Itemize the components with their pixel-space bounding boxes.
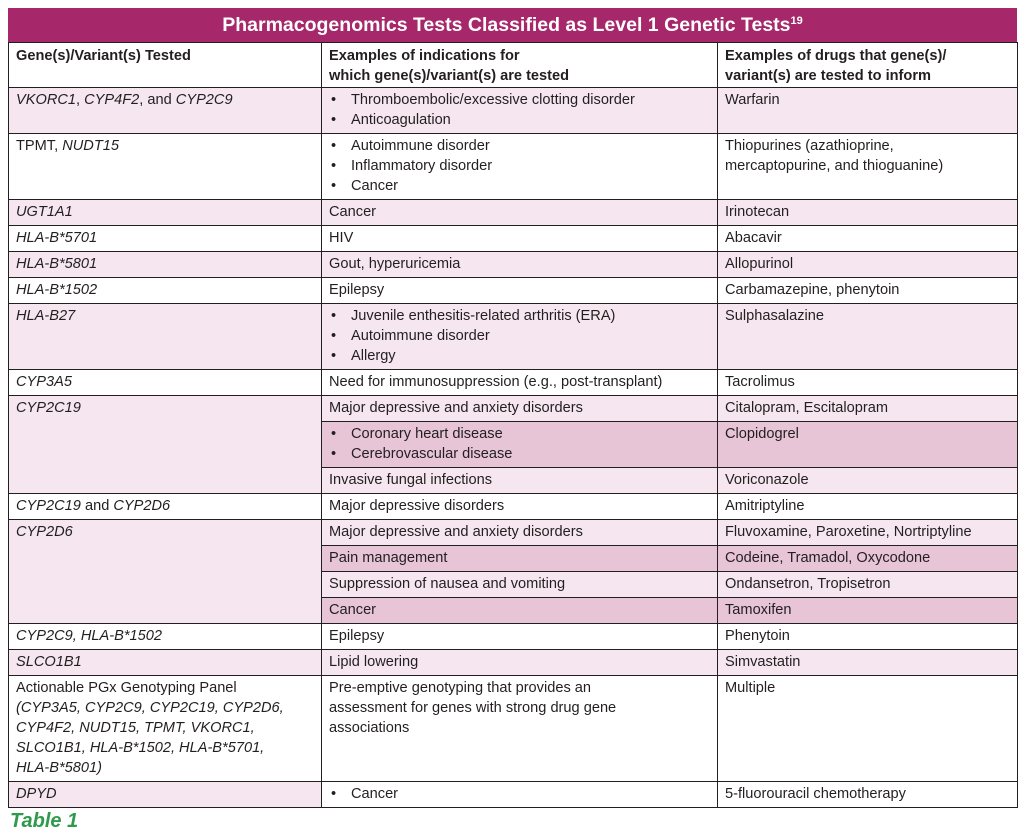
table-row	[9, 134, 1018, 200]
title-reference: 19	[790, 15, 803, 27]
indication-cell: Pain management	[322, 546, 718, 572]
list-item: • Cancer	[329, 784, 711, 804]
list-item: • Thromboembolic/excessive clotting disorder	[329, 90, 711, 110]
drug-cell: Allopurinol	[718, 252, 1018, 278]
drug-cell: Simvastatin	[718, 650, 1018, 676]
indication-cell	[322, 782, 718, 808]
indication-cell: Cancer	[322, 598, 718, 624]
drug-cell: Ondansetron, Tropisetron	[718, 572, 1018, 598]
indication-cell	[322, 134, 718, 200]
table-row	[9, 200, 1018, 226]
drug-cell: Warfarin	[718, 88, 1018, 134]
drug-cell: Citalopram, Escitalopram	[718, 396, 1018, 422]
header-row	[9, 43, 1018, 88]
indication-cell: Cancer	[322, 200, 718, 226]
table-title	[8, 8, 1017, 42]
list-item: • Cerebrovascular disease	[329, 444, 711, 464]
indication-cell: HIV	[322, 226, 718, 252]
table-row	[9, 782, 1018, 808]
gene-cell: HLA-B*5701	[9, 226, 322, 252]
drug-cell: Irinotecan	[718, 200, 1018, 226]
gene-cell: CYP2C19	[9, 396, 322, 494]
drug-cell: Amitriptyline	[718, 494, 1018, 520]
header-indications: Examples of indications for which gene(s)/variant(s) are tested	[322, 43, 718, 88]
indication-cell: Major depressive and anxiety disorders	[322, 520, 718, 546]
header-drugs: Examples of drugs that gene(s)/ variant(s) are tested to inform	[718, 43, 1018, 88]
list-item: • Allergy	[329, 346, 711, 366]
gene-cell: HLA-B*5801	[9, 252, 322, 278]
list-item: • Cancer	[329, 176, 711, 196]
table-row	[9, 304, 1018, 370]
table-figure	[8, 8, 1017, 833]
indication-cell	[322, 422, 718, 468]
drug-cell: Tamoxifen	[718, 598, 1018, 624]
indication-cell: Suppression of nausea and vomiting	[322, 572, 718, 598]
indication-cell	[322, 304, 718, 370]
indication-cell: Lipid lowering	[322, 650, 718, 676]
drug-cell: Clopidogrel	[718, 422, 1018, 468]
indication-cell: Major depressive and anxiety disorders	[322, 396, 718, 422]
indication-cell: Need for immunosuppression (e.g., post-transplant)	[322, 370, 718, 396]
gene-cell: CYP2C19 and CYP2D6	[9, 494, 322, 520]
header-gene: Gene(s)/Variant(s) Tested	[9, 43, 322, 88]
drug-cell: Multiple	[718, 676, 1018, 782]
table-row	[9, 370, 1018, 396]
table-title-text: Pharmacogenomics Tests Classified as Level 1 Genetic Tests	[222, 14, 791, 36]
table-row	[9, 278, 1018, 304]
list-item: • Anticoagulation	[329, 110, 711, 130]
drug-cell: Voriconazole	[718, 468, 1018, 494]
indication-cell	[322, 88, 718, 134]
table-row	[9, 520, 1018, 546]
table-row	[9, 88, 1018, 134]
table-row	[9, 252, 1018, 278]
gene-cell: CYP2C9, HLA-B*1502	[9, 624, 322, 650]
drug-cell: Tacrolimus	[718, 370, 1018, 396]
indication-cell: Invasive fungal infections	[322, 468, 718, 494]
drug-cell: Abacavir	[718, 226, 1018, 252]
indication-cell: Major depressive disorders	[322, 494, 718, 520]
list-item: • Autoimmune disorder	[329, 136, 711, 156]
list-item: • Juvenile enthesitis-related arthritis (ERA)	[329, 306, 711, 326]
gene-cell: VKORC1, CYP4F2, and CYP2C9	[9, 88, 322, 134]
gene-cell: DPYD	[9, 782, 322, 808]
table-row	[9, 676, 1018, 782]
indication-cell: Gout, hyperuricemia	[322, 252, 718, 278]
indication-cell: Pre-emptive genotyping that provides an assessment for genes with strong drug gene associations	[322, 676, 718, 782]
gene-cell: TPMT, NUDT15	[9, 134, 322, 200]
gene-cell: UGT1A1	[9, 200, 322, 226]
table-caption: Table 1	[10, 810, 79, 832]
gene-cell: CYP3A5	[9, 370, 322, 396]
gene-cell: CYP2D6	[9, 520, 322, 624]
table-row	[9, 624, 1018, 650]
table-row	[9, 396, 1018, 422]
list-item: • Inflammatory disorder	[329, 156, 711, 176]
drug-cell: 5-fluorouracil chemotherapy	[718, 782, 1018, 808]
gene-cell: Actionable PGx Genotyping Panel (CYP3A5, CYP2C9, CYP2C19, CYP2D6, CYP4F2, NUDT15, TPMT, VKORC1, SLCO1B1, HLA-B*1502, HLA-B*5701, HLA-B*5801)	[9, 676, 322, 782]
drug-cell: Carbamazepine, phenytoin	[718, 278, 1018, 304]
gene-cell: HLA-B27	[9, 304, 322, 370]
list-item: • Coronary heart disease	[329, 424, 711, 444]
drug-cell: Fluvoxamine, Paroxetine, Nortriptyline	[718, 520, 1018, 546]
gene-cell: SLCO1B1	[9, 650, 322, 676]
pgx-table	[8, 42, 1018, 808]
drug-cell: Sulphasalazine	[718, 304, 1018, 370]
drug-cell: Phenytoin	[718, 624, 1018, 650]
table-row	[9, 226, 1018, 252]
table-row	[9, 650, 1018, 676]
drug-cell: Codeine, Tramadol, Oxycodone	[718, 546, 1018, 572]
table-row	[9, 494, 1018, 520]
indication-cell: Epilepsy	[322, 278, 718, 304]
gene-cell: HLA-B*1502	[9, 278, 322, 304]
indication-cell: Epilepsy	[322, 624, 718, 650]
drug-cell: Thiopurines (azathioprine, mercaptopurine, and thioguanine)	[718, 134, 1018, 200]
list-item: • Autoimmune disorder	[329, 326, 711, 346]
